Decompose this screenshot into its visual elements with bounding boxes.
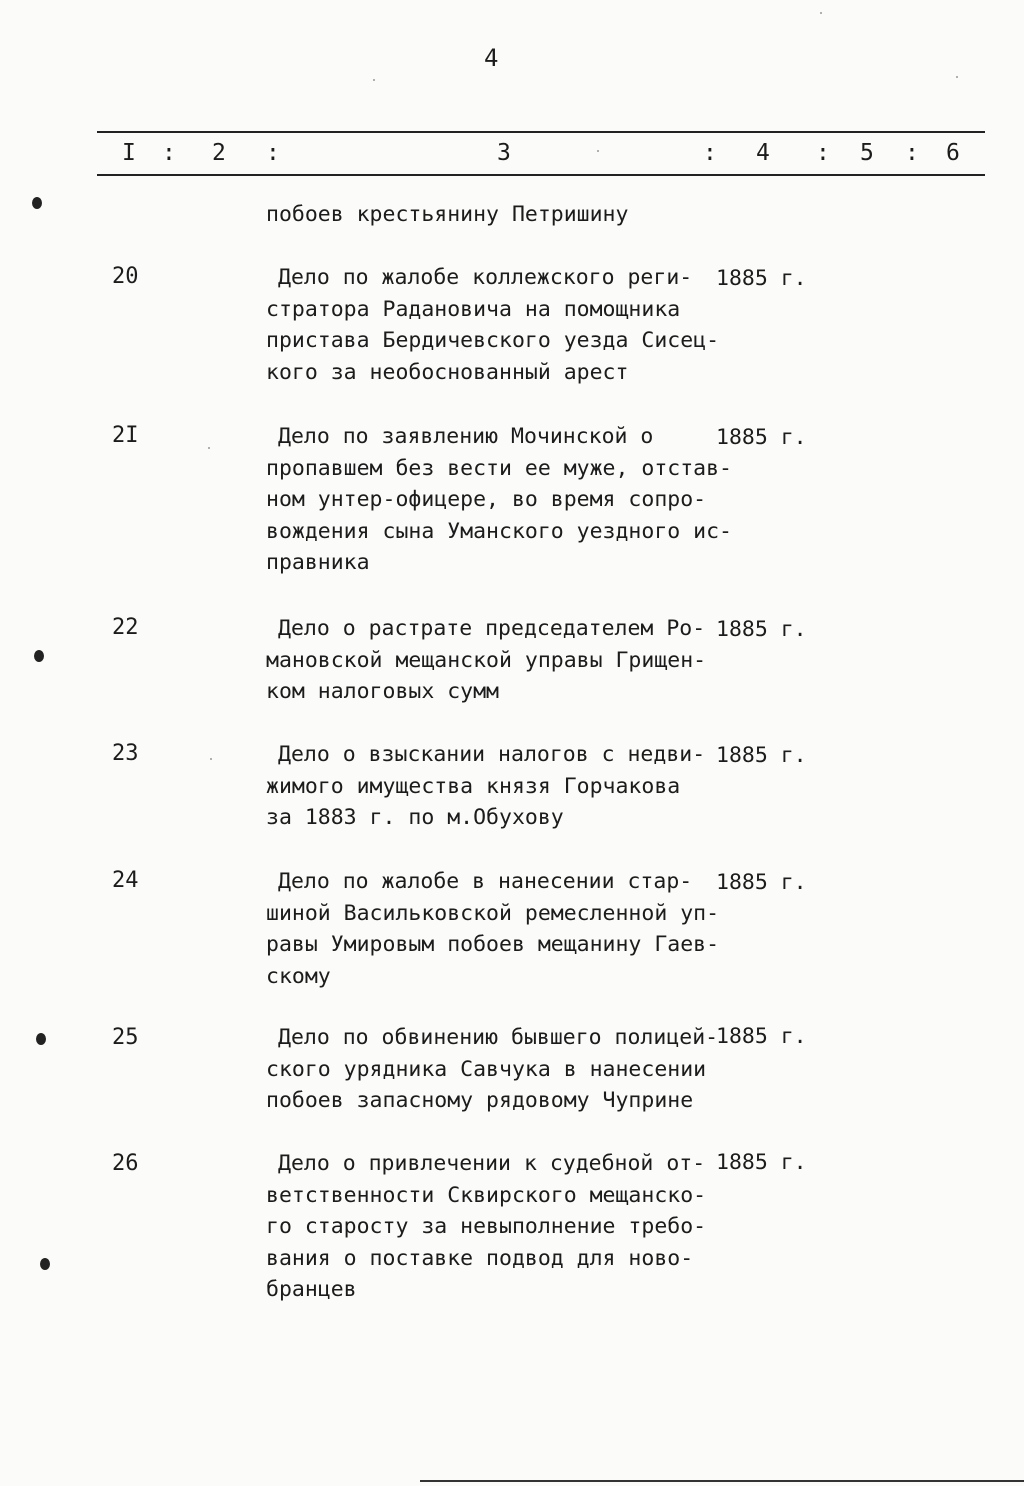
entry-year: 1885 г. — [716, 425, 807, 450]
header-sep: : — [266, 140, 280, 166]
entry-line: Дело по жалобе коллежского реги- — [278, 265, 693, 290]
punch-hole-mark — [40, 1258, 50, 1270]
entry-line: Дело по жалобе в нанесении стар- — [278, 869, 693, 894]
entry-number: 24 — [112, 868, 139, 893]
entry-year: 1885 г. — [716, 743, 807, 768]
entry-year: 1885 г. — [716, 870, 807, 895]
entry-line: бранцев — [266, 1277, 357, 1302]
entry-line: вания о поставке подвод для ново- — [266, 1245, 694, 1271]
entry-line: Дело о взыскании налогов с недви- — [278, 742, 706, 767]
scan-speck — [373, 79, 375, 81]
entry-year: 1885 г. — [716, 1150, 807, 1175]
entry-line: пристава Бердичевского уезда Сисец- — [266, 328, 720, 353]
entry-number: 23 — [112, 741, 139, 766]
entry-line: скому — [266, 963, 331, 989]
header-col-3: 3 — [497, 140, 511, 166]
entry-description — [266, 1022, 726, 1117]
entry-number: 20 — [112, 264, 139, 289]
header-col-2: 2 — [212, 140, 226, 166]
scan-speck — [208, 447, 210, 449]
header-sep: : — [162, 140, 176, 166]
punch-hole-mark — [34, 650, 44, 662]
entry-line: правника — [266, 550, 370, 575]
entry-year: 1885 г. — [716, 266, 807, 291]
entry-line: ком налоговых сумм — [266, 679, 499, 704]
scan-speck — [820, 12, 822, 14]
entry-line: Дело о растрате председателем Ро- — [278, 616, 706, 641]
entry-number: 26 — [112, 1151, 139, 1176]
entry-description — [266, 613, 726, 708]
entry-line: ном унтер-офицере, во время сопро- — [266, 487, 707, 512]
entry-description — [266, 739, 726, 834]
entry-line: Дело по обвинению бывшего полицей- — [278, 1025, 719, 1050]
header-col-5: 5 — [860, 140, 874, 166]
punch-hole-mark — [32, 197, 42, 209]
scan-bottom-edge — [420, 1480, 1024, 1482]
entry-line: Дело о привлечении к судебной от- — [278, 1151, 706, 1176]
entry-line: жимого имущества князя Горчакова — [266, 773, 681, 799]
header-col-6: 6 — [946, 140, 960, 166]
continuation-text — [266, 199, 726, 231]
entry-line: равы Умировым побоев мещанину Гаев- — [266, 932, 720, 957]
entry-number: 22 — [112, 615, 139, 640]
entry-number: 2I — [112, 423, 139, 448]
scan-speck — [210, 758, 212, 760]
entry-number: 25 — [112, 1025, 139, 1050]
header-sep: : — [816, 140, 830, 166]
header-sep: : — [703, 140, 717, 166]
header-col-4: 4 — [756, 140, 770, 166]
punch-hole-mark — [36, 1033, 46, 1045]
entry-line: пропавшем без вести ее муже, отстав- — [266, 455, 732, 481]
entry-description — [266, 866, 726, 992]
scan-speck — [597, 150, 599, 152]
header-sep: : — [905, 140, 919, 166]
table-header-bottom-rule — [97, 174, 985, 176]
header-col-1: I — [122, 140, 136, 166]
page-number: 4 — [484, 44, 499, 72]
entry-line: кого за необоснованный арест — [266, 359, 629, 385]
continuation-line: побоев крестьянину Петришину — [266, 202, 629, 227]
entry-description — [266, 262, 726, 388]
entry-line: ского урядника Савчука в нанесении — [266, 1056, 707, 1082]
entry-line: за 1883 г. по м.Обухову — [266, 805, 564, 830]
entry-year: 1885 г. — [716, 1024, 807, 1049]
entry-line: побоев запасному рядовому Чуприне — [266, 1088, 694, 1113]
entry-line: ветственности Сквирского мещанско- — [266, 1182, 707, 1208]
scan-speck — [956, 76, 958, 78]
entry-line: мановской мещанской управы Грищен- — [266, 647, 707, 673]
entry-line: го старосту за невыполнение требо- — [266, 1214, 707, 1239]
entry-description — [266, 1148, 726, 1306]
entry-year: 1885 г. — [716, 617, 807, 642]
table-header-top-rule — [97, 131, 985, 133]
entry-line: Дело по заявлению Мочинской о — [278, 424, 654, 449]
entry-line: шиной Васильковской ремесленной уп- — [266, 900, 720, 926]
entry-line: вождения сына Уманского уездного ис- — [266, 518, 732, 544]
entry-line: стратора Радановича на помощника — [266, 296, 681, 322]
entry-description — [266, 421, 732, 579]
